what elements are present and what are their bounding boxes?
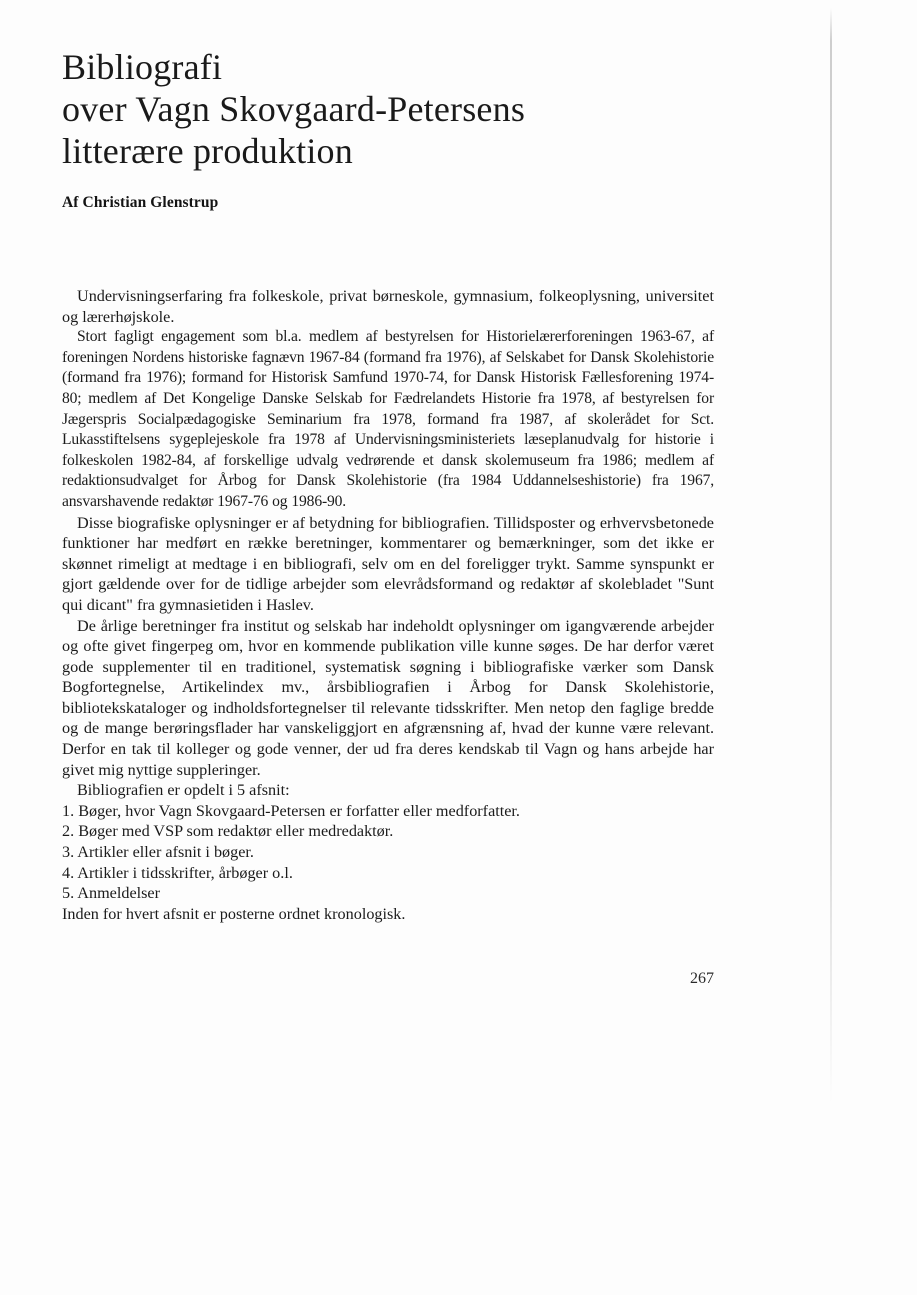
paragraph-biographical-notes: Disse biografiske oplysninger er af betydning for bibliografien. Tillidsposter og erhvervsbetonede funktioner har medført en række beretninger, kommentarer og bemærkninger, som det ikke er skønnet rimeligt at medtage i en bibliografi, selv om en del foreligger trykt. Samme synspunkt er gjort gældende over for de tidlige arbejder som elevrådsformand og redaktør af skolebladet "Sunt qui dicant" fra gymnasietiden i Haslev. — [62, 513, 714, 614]
list-item: 1. Bøger, hvor Vagn Skovgaard-Petersen er forfatter eller medforfatter. — [62, 801, 520, 820]
body-text — [62, 212, 714, 924]
paragraph-annual-reports: De årlige beretninger fra institut og selskab har indeholdt oplysninger om igangværende arbejder og ofte givet fingerpeg om, hvor en kommende publikation ville kunne søges. De har derfor været gode supplementer til en traditionel, systematisk søgning i bibliografiske værker som Dansk Bogfortegnelse, Artikelindex mv., årsbibliografien i Årbog for Dansk Skolehistorie, bibliotekskataloger og indholdsfortegnelser til relevante tidsskrifter. Men netop den faglige bredde og de mange berøringsflader har vanskeliggjort en afgrænsning af, hvad der kunne være relevant. Derfor en tak til kolleger og gode venner, der ud fra deres kendskab til Vagn og hans arbejde har givet mig nyttige suppleringer. — [62, 616, 714, 779]
scan-artifact-line — [830, 8, 832, 1103]
paragraph-engagement: Stort fagligt engagement som bl.a. medlem af bestyrelsen for Historielærerforeningen 1963-67, af foreningen Nordens historiske fagnævn 1967-84 (formand fra 1976), af Selskabet for Dansk Skolehistorie (formand fra 1976); formand for Historisk Samfund 1970-74, for Dansk Historisk Fællesforening 1974-80; medlem af Det Kongelige Danske Selskab for Fædrelandets Historie fra 1978, af bestyrelsen for Jægerspris Socialpædagogiske Seminarium fra 1978, formand fra 1987, af skolerådet for Sct. Lukasstiftelsens sygeplejeskole fra 1978 af Undervisningsministeriets læseplanudvalg for historie i folkeskolen 1982-84, af forskellige udvalg vedrørende et dansk skolemuseum fra 1986; medlem af redaktionsudvalget for Årbog for Dansk Skolehistorie (fra 1984 Uddannelseshistorie) fra 1967, ansvarshavende redaktør 1967-76 og 1986-90. — [62, 328, 714, 510]
title-line-3: litterære produktion — [62, 131, 353, 171]
page-number: 267 — [690, 970, 714, 987]
list-item: 4. Artikler i tidsskrifter, årbøger o.l. — [62, 863, 293, 882]
bibliography-sections-list — [62, 801, 714, 904]
title-line-2: over Vagn Skovgaard-Petersens — [62, 89, 526, 129]
paragraph-experience: Undervisningserfaring fra folkeskole, privat børneskole, gymnasium, folkeoplysning, universitet og lærerhøjskole. — [62, 287, 714, 326]
list-item: 3. Artikler eller afsnit i bøger. — [62, 843, 254, 862]
list-item: 5. Anmeldelser — [62, 884, 161, 903]
author-byline: Af Christian Glenstrup — [62, 194, 219, 211]
title-line-1: Bibliografi — [62, 47, 223, 87]
page-title — [62, 0, 714, 172]
page-content — [62, 0, 714, 924]
list-item: 2. Bøger med VSP som redaktør eller medredaktør. — [62, 822, 394, 841]
paragraph-sections-intro: Bibliografien er opdelt i 5 afsnit: — [77, 781, 290, 800]
paragraph-closing-note: Inden for hvert afsnit er posterne ordnet kronologisk. — [62, 904, 406, 923]
